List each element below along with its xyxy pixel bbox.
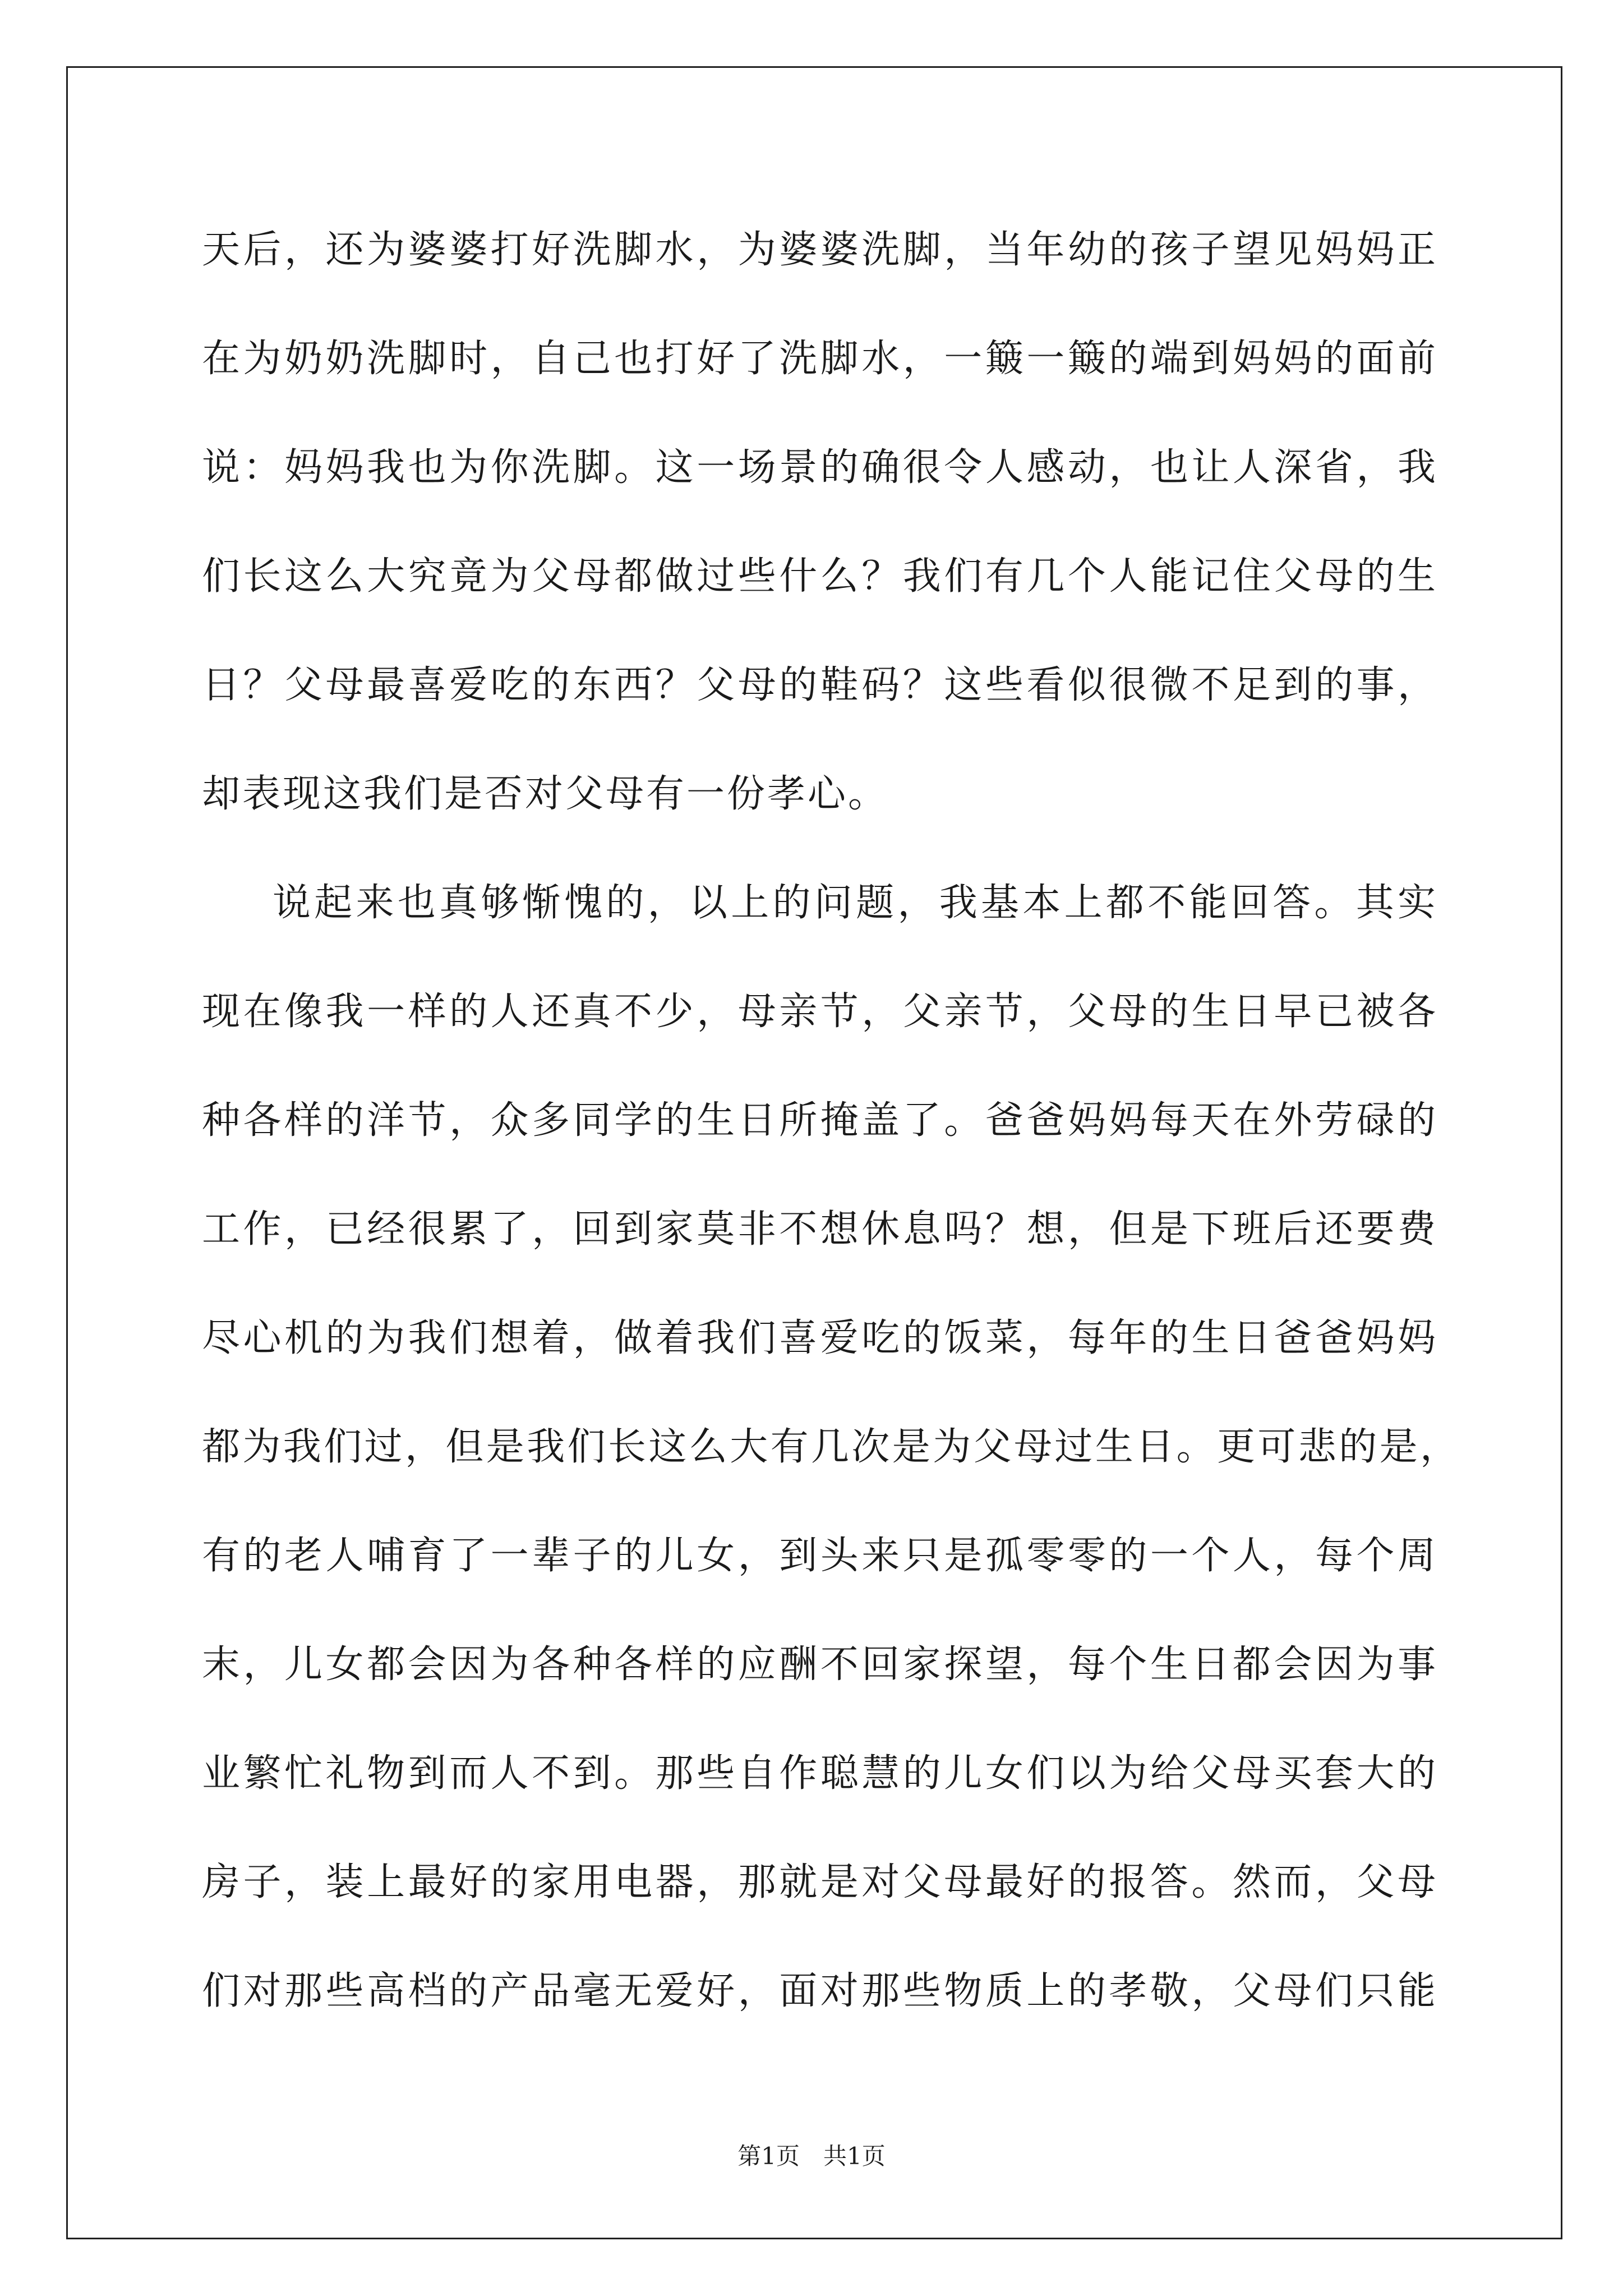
text-line: 们长这么大究竟为父母都做过些什么？我们有几个人能记住父母的生 xyxy=(202,554,1436,599)
text-line: 却表现这我们是否对父母有一份孝心。 xyxy=(202,772,889,816)
text-line: 说：妈妈我也为你洗脚。这一场景的确很令人感动，也让人深省，我 xyxy=(202,445,1436,490)
text-line: 都为我们过，但是我们长这么大有几次是为父母过生日。更可悲的是， xyxy=(202,1425,1458,1469)
text-line: 日？父母最喜爱吃的东西？父母的鞋码？这些看似很微不足到的事， xyxy=(202,663,1436,707)
paragraph xyxy=(202,196,1469,849)
text-line: 有的老人哺育了一辈子的儿女，到头来只是孤零零的一个人，每个周 xyxy=(202,1534,1436,1578)
text-line: 种各样的洋节，众多同学的生日所掩盖了。爸爸妈妈每天在外劳碌的 xyxy=(202,1098,1436,1143)
text-line: 末，儿女都会因为各种各样的应酬不回家探望，每个生日都会因为事 xyxy=(202,1642,1436,1687)
paragraph xyxy=(202,849,1469,2046)
page-number-footer: 第1页 共1页 xyxy=(737,2142,886,2170)
text-line: 现在像我一样的人还真不少，母亲节，父亲节，父母的生日早已被各 xyxy=(202,990,1436,1034)
text-line: 天后，还为婆婆打好洗脚水，为婆婆洗脚，当年幼的孩子望见妈妈正 xyxy=(202,228,1436,272)
text-line: 工作，已经很累了，回到家莫非不想休息吗？想，但是下班后还要费 xyxy=(202,1207,1436,1251)
text-line: 尽心机的为我们想着，做着我们喜爱吃的饭菜，每年的生日爸爸妈妈 xyxy=(202,1316,1436,1360)
text-line: 业繁忙礼物到而人不到。那些自作聪慧的儿女们以为给父母买套大的 xyxy=(202,1751,1436,1796)
body-text xyxy=(202,196,1469,2046)
text-line: 们对那些高档的产品毫无爱好，面对那些物质上的孝敬，父母们只能 xyxy=(202,1969,1436,2013)
text-line: 在为奶奶洗脚时，自己也打好了洗脚水，一簸一簸的端到妈妈的面前 xyxy=(202,337,1436,381)
text-line: 说起来也真够惭愧的，以上的问题，我基本上都不能回答。其实 xyxy=(273,881,1436,925)
text-line: 房子，装上最好的家用电器，那就是对父母最好的报答。然而，父母 xyxy=(202,1860,1436,1904)
